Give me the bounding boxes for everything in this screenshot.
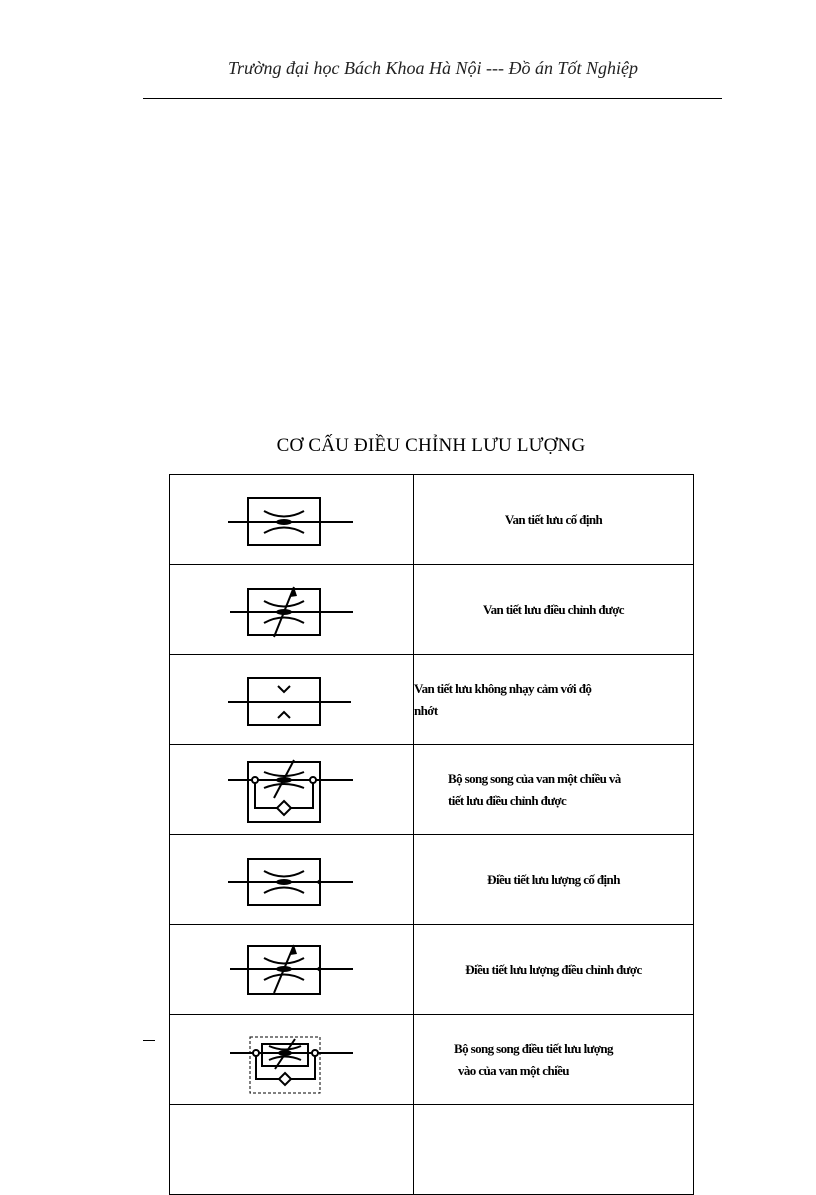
symbol-cell xyxy=(170,655,414,745)
description-line: Điều tiết lưu lượng điều chỉnh được xyxy=(465,961,642,977)
description-cell xyxy=(414,1015,694,1105)
symbol-table xyxy=(169,474,694,1195)
description-cell xyxy=(414,925,694,1015)
description-cell xyxy=(414,745,694,835)
table-row xyxy=(170,835,694,925)
description-line: Van tiết lưu điều chỉnh được xyxy=(483,601,624,617)
fixed-flow-control-symbol xyxy=(170,835,413,924)
symbol-cell xyxy=(170,475,414,565)
description-line: Bộ song song của van một chiều và xyxy=(448,770,621,786)
table-row xyxy=(170,1105,694,1195)
description-line: Van tiết lưu cố định xyxy=(504,511,603,527)
description-cell xyxy=(414,475,694,565)
fixed-throttle-valve-symbol xyxy=(170,475,413,564)
symbol-cell xyxy=(170,1105,414,1195)
description-line: nhớt xyxy=(414,702,438,718)
description-line: tiết lưu điều chỉnh được xyxy=(448,792,567,808)
adjustable-throttle-valve-symbol xyxy=(170,565,413,654)
table-row xyxy=(170,475,694,565)
page-header: Trường đại học Bách Khoa Hà Nội --- Đồ án Tốt Nghiệp xyxy=(228,58,638,78)
section-title: CƠ CẤU ĐIỀU CHỈNH LƯU LƯỢNG xyxy=(276,435,586,456)
parallel-flow-control-check-symbol xyxy=(170,1015,413,1104)
throttle-with-check-valve-symbol xyxy=(170,745,413,834)
table-row xyxy=(170,1015,694,1105)
table-row xyxy=(170,745,694,835)
symbol-cell xyxy=(170,1015,414,1105)
description-line: Bộ song song điều tiết lưu lượng xyxy=(454,1040,613,1056)
symbol-cell xyxy=(170,565,414,655)
description-cell xyxy=(414,835,694,925)
adjustable-flow-control-symbol xyxy=(170,925,413,1014)
symbol-cell xyxy=(170,925,414,1015)
margin-dash xyxy=(143,1040,155,1041)
table-row xyxy=(170,925,694,1015)
description-line: Van tiết lưu không nhạy cảm với độ xyxy=(414,680,592,696)
description-cell xyxy=(414,565,694,655)
description-cell xyxy=(414,655,694,745)
table-row xyxy=(170,655,694,745)
description-line: vào của van một chiều xyxy=(458,1062,569,1078)
symbol-cell xyxy=(170,835,414,925)
description-line: Điều tiết lưu lượng cố định xyxy=(487,871,620,887)
table-row xyxy=(170,565,694,655)
viscosity-insensitive-throttle-symbol xyxy=(170,655,413,744)
header-rule xyxy=(143,98,722,99)
symbol-cell xyxy=(170,745,414,835)
description-cell xyxy=(414,1105,694,1195)
